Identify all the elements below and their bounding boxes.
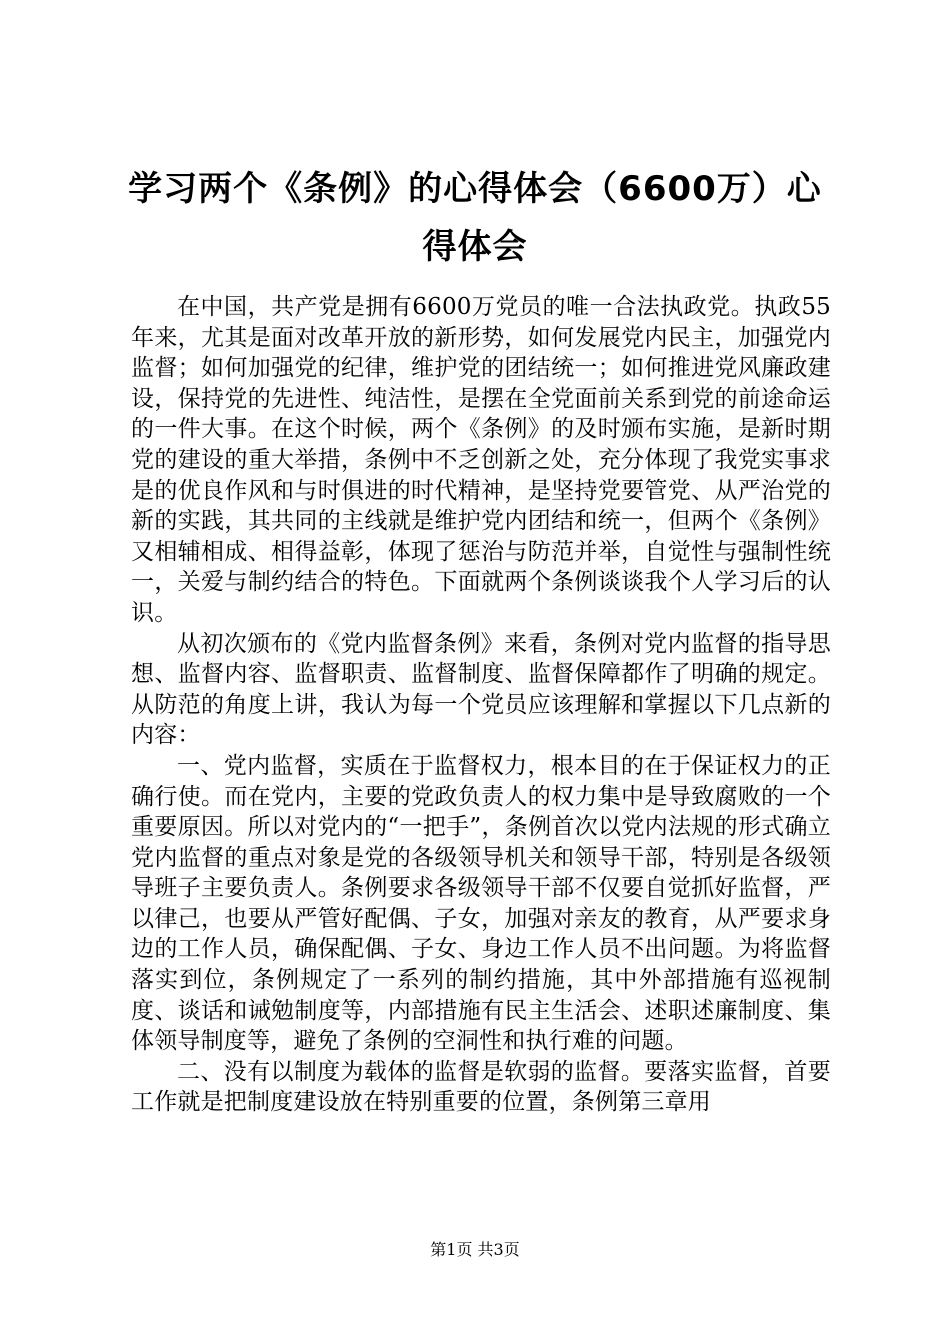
- document-body: [131, 292, 831, 1118]
- paragraph: 从初次颁布的《党内监督条例》来看，条例对党内监督的指导思想、监督内容、监督职责、监督制度、监督保障都作了明确的规定。从防范的角度上讲，我认为每一个党员应该理解和掌握以下几点新的内容：: [131, 630, 831, 749]
- paragraph: 二、没有以制度为载体的监督是软弱的监督。要落实监督，首要工作就是把制度建设放在特别重要的位置，条例第三章用: [131, 1058, 831, 1116]
- paragraph: 一、党内监督，实质在于监督权力，根本目的在于保证权力的正确行使。而在党内，主要的党政负责人的权力集中是导致腐败的一个重要原因。所以对党内的“一把手”，条例首次以党内法规的形式确立党内监督的重点对象是党的各级领导机关和领导干部，特别是各级领导班子主要负责人。条例要求各级领导干部不仅要自觉抓好监督，严以律己，也要从严管好配偶、子女，加强对亲友的教育，从严要求身边的工作人员，确保配偶、子女、身边工作人员不出问题。为将监督落实到位，条例规定了一系列的制约措施，其中外部措施有巡视制度、谈话和诫勉制度等，内部措施有民主生活会、述职述廉制度、集体领导制度等，避免了条例的空洞性和执行难的问题。: [131, 752, 831, 1055]
- document-title: 学习两个《条例》的心得体会（6600万）心得体会: [128, 169, 822, 267]
- paragraph: 在中国，共产党是拥有6600万党员的唯一合法执政党。执政55年来，尤其是面对改革开放的新形势，如何发展党内民主，加强党内监督；如何加强党的纪律，维护党的团结统一；如何推进党风廉政建设，保持党的先进性、纯洁性，是摆在全党面前关系到党的前途命运的一件大事。在这个时候，两个《条例》的及时颁布实施，是新时期党的建设的重大举措，条例中不乏创新之处，充分体现了我党实事求是的优良作风和与时俱进的时代精神，是坚持党要管党、从严治党的新的实践，其共同的主线就是维护党内团结和统一，但两个《条例》又相辅相成、相得益彰，体现了惩治与防范并举，自觉性与强制性统一，关爱与制约结合的特色。下面就两个条例谈谈我个人学习后的认识。: [131, 294, 831, 626]
- page-footer: [0, 1240, 950, 1260]
- page-number: 第1页 共3页: [430, 1240, 520, 1259]
